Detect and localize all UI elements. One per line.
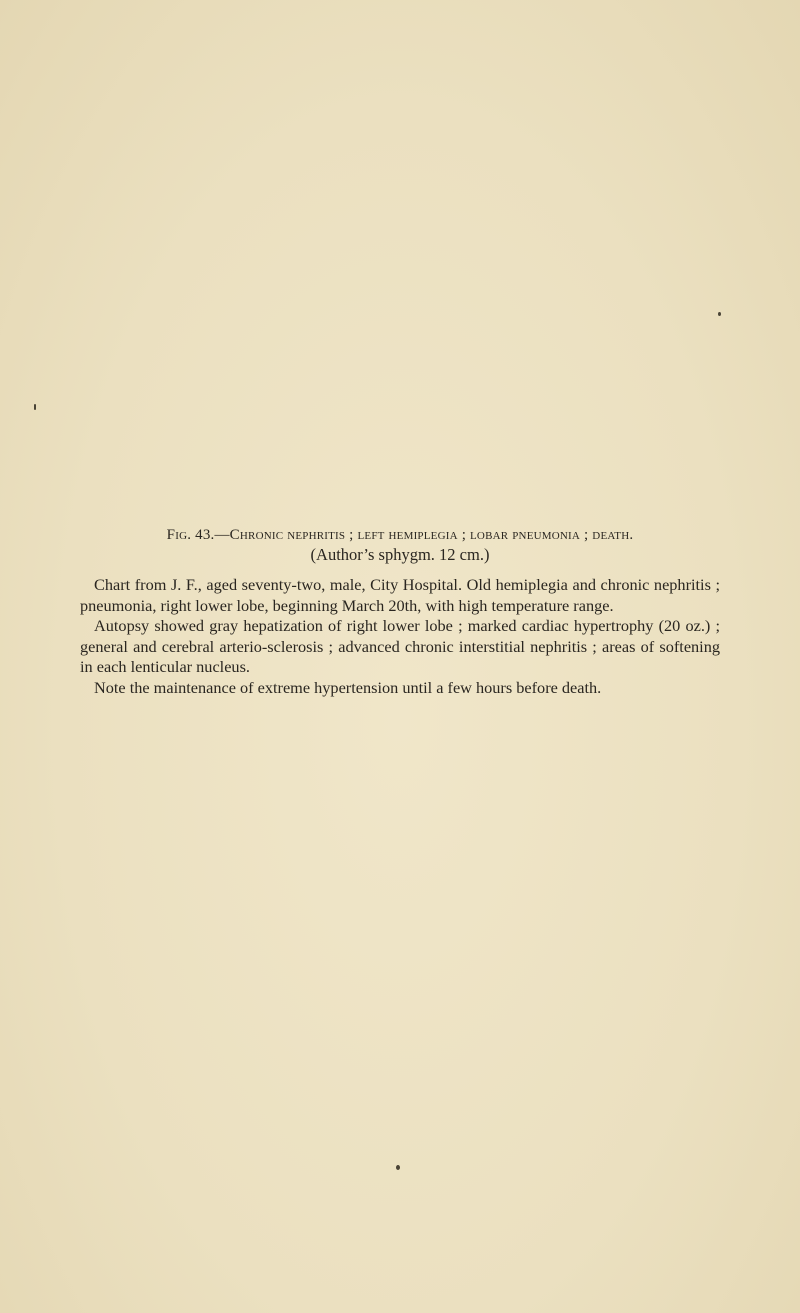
paper-speck — [34, 404, 36, 410]
paragraph-note: Note the maintenance of extreme hypertension until a few hours before death. — [94, 677, 602, 697]
figure-caption-block — [80, 526, 720, 698]
paper-speck — [396, 1165, 400, 1170]
figure-title — [80, 526, 720, 544]
paper-speck — [718, 312, 721, 316]
figure-label: Fig. 43. — [166, 527, 215, 543]
paragraph-chart-source: Chart from J. F., aged seventy-two, male, City Hospital. Old hemiplegia and chronic nephritis ; pneumonia, right lower lobe, beginning March 20th, with high temperature range. — [80, 575, 720, 615]
figure-title-text: —Chronic nephritis ; left hemiplegia ; lobar pneumonia ; death. — [214, 527, 634, 543]
figure-subtitle: (Author’s sphygm. 12 cm.) — [310, 545, 490, 564]
figure-description — [80, 575, 720, 698]
paragraph-autopsy: Autopsy showed gray hepatization of right lower lobe ; marked cardiac hypertrophy (20 oz.) ; general and cerebral arterio-sclerosis ; advanced chronic interstitial nephritis ; areas of softening in each lenticular nucleus. — [80, 616, 720, 676]
